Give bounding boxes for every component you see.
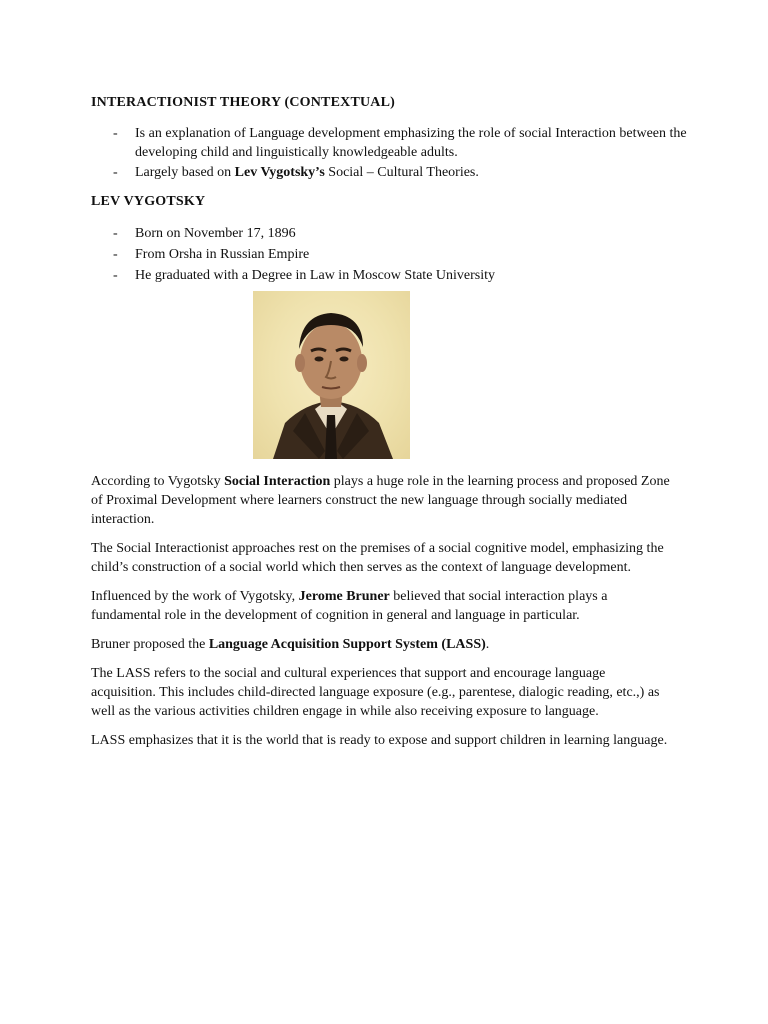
dash-bullet: - [113, 226, 118, 241]
dash-bullet: - [113, 247, 118, 262]
dash-bullet: - [113, 268, 118, 283]
paragraph-text-pre: Influenced by the work of Vygotsky, [91, 589, 299, 604]
dash-bullet: - [113, 126, 118, 141]
bullet-text-post: Social – Cultural Theories. [324, 165, 479, 180]
body-paragraphs [91, 472, 671, 760]
paragraph: The Social Interactionist approaches rest on the premises of a social cognitive model, emphasizing the child’s construction of a social world which then serves as the context of language development. [91, 541, 664, 575]
interactionist-bullet-list [91, 124, 691, 182]
bullet-text-bold: Lev Vygotsky’s [234, 165, 325, 180]
paragraph [91, 635, 671, 654]
section-heading-interactionist: INTERACTIONIST THEORY (CONTEXTUAL) [91, 95, 395, 110]
paragraph-text-bold: Social Interaction [224, 474, 331, 489]
list-item [91, 224, 691, 243]
paragraph-text-post: . [485, 637, 490, 652]
paragraph: The LASS refers to the social and cultural experiences that support and encourage language acquisition. This includes child-directed language exposure (e.g., parentese, dialogic reading, etc.,) as well as the various activities children engage in while also receiving exposure to language. [91, 666, 660, 719]
bullet-text: He graduated with a Degree in Law in Moscow State University [135, 268, 496, 283]
paragraph-text-bold: Language Acquisition Support System (LASS) [208, 637, 486, 652]
dash-bullet: - [113, 165, 118, 180]
paragraph-text-pre: According to Vygotsky [91, 474, 225, 489]
vygotsky-portrait-image [253, 291, 410, 459]
paragraph-text-pre: Bruner proposed the [91, 637, 209, 652]
list-item [91, 163, 691, 182]
paragraph-text-post: believed that social interaction plays a fundamental role in the development of cognition in general and language in particular. [91, 589, 608, 623]
bullet-text: From Orsha in Russian Empire [135, 247, 310, 262]
vygotsky-bullet-list [91, 224, 691, 287]
portrait-illustration [253, 291, 410, 459]
paragraph-text-post: plays a huge role in the learning process and proposed Zone of Proximal Development where learners construct the new language through socially mediated interaction. [91, 474, 670, 527]
list-item [91, 245, 691, 264]
paragraph-text-bold: Jerome Bruner [298, 589, 390, 604]
bullet-text: Is an explanation of Language development emphasizing the role of social Interaction between the developing child and linguistically knowledgeable adults. [135, 126, 687, 160]
paragraph [91, 587, 671, 625]
paragraph: LASS emphasizes that it is the world that is ready to expose and support children in learning language. [91, 733, 668, 748]
paragraph [91, 472, 671, 529]
section-heading-vygotsky: LEV VYGOTSKY [91, 194, 206, 209]
list-item [91, 266, 691, 285]
list-item [91, 124, 691, 162]
bullet-text-pre: Largely based on [135, 165, 235, 180]
bullet-text: Born on November 17, 1896 [135, 226, 296, 241]
